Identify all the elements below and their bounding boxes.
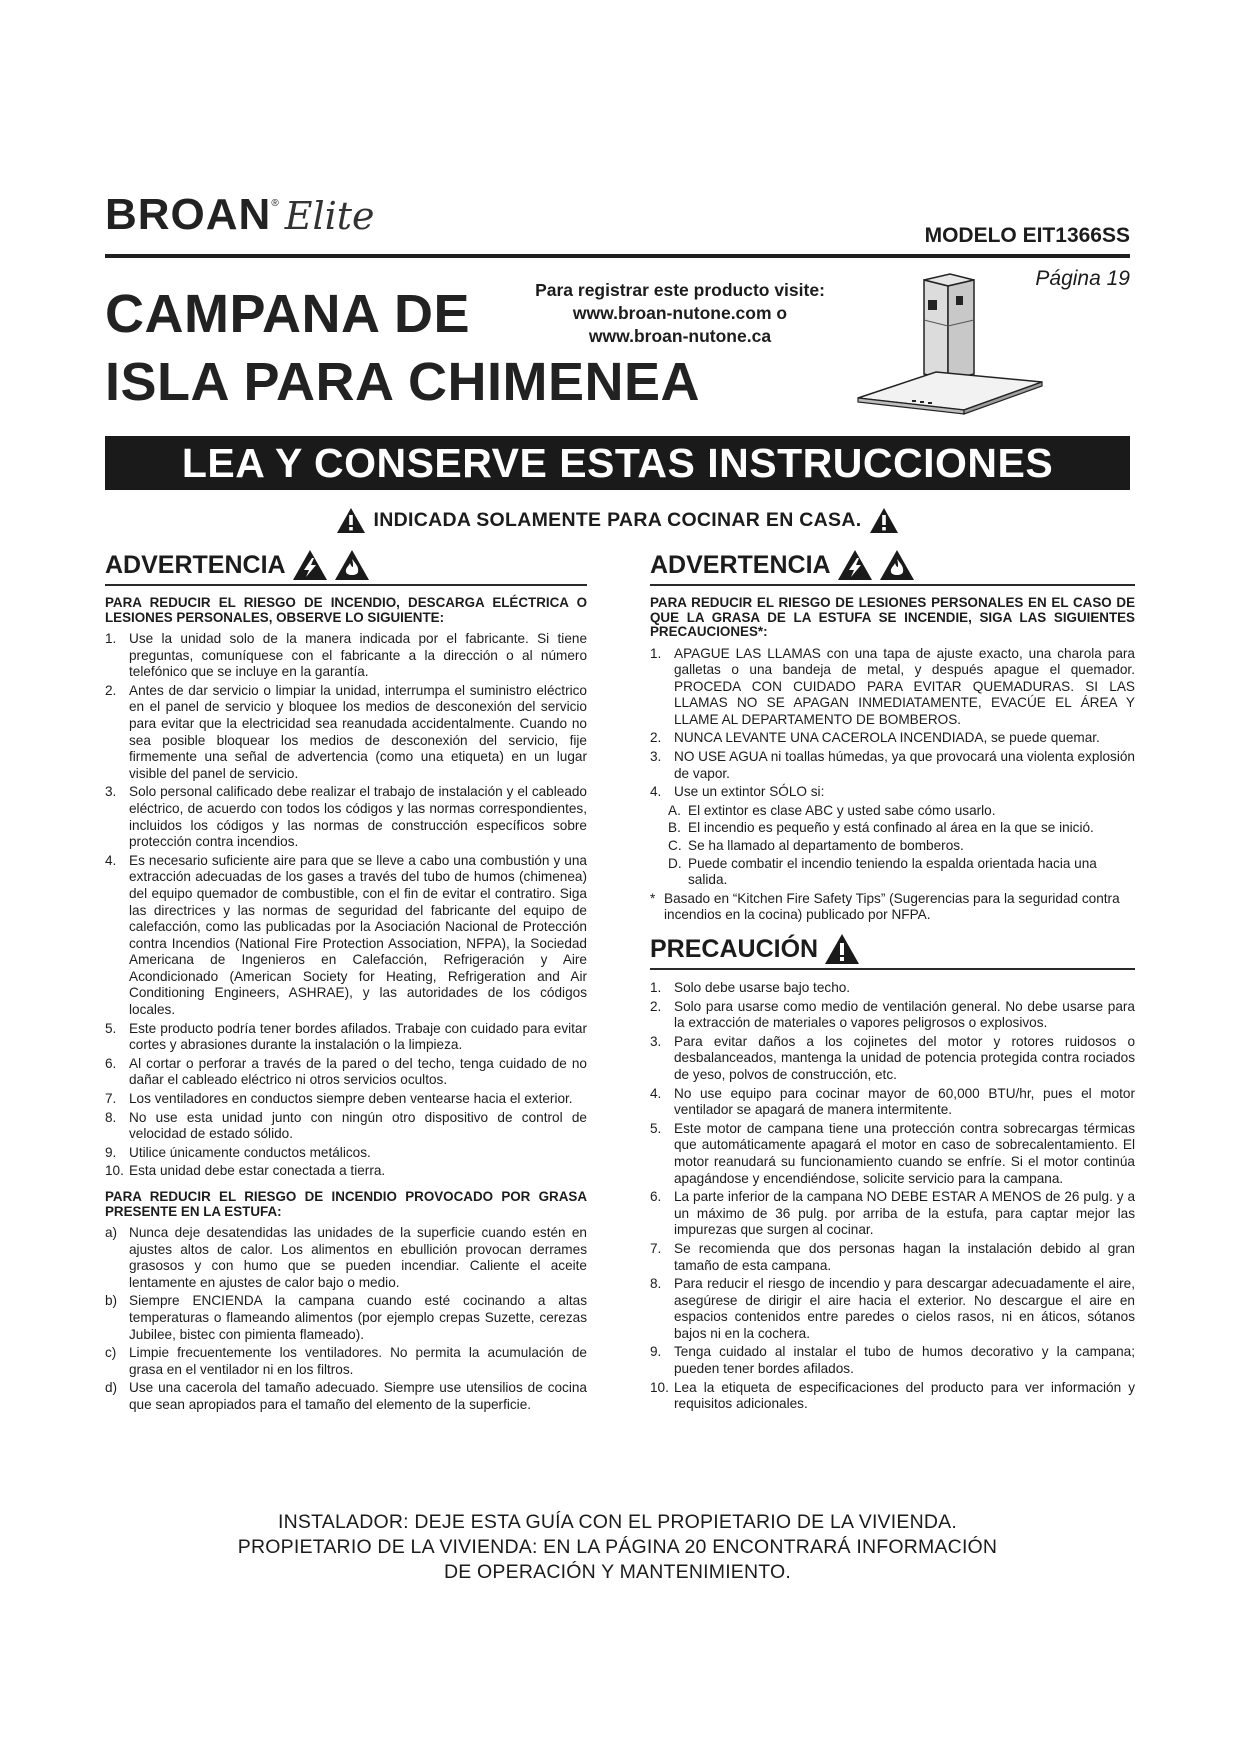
register-url-2: www.broan-nutone.ca [588,326,772,346]
title-line-1: CAMPANA DE [105,284,470,344]
section-rule [650,968,1135,970]
list-item: 9. Tenga cuidado al instalar el tubo de humos decorativo y la campana; pueden tener bordes afilados. [650,1344,1135,1377]
warning-triangle-icon [869,507,899,534]
sub-list-item: C. Se ha llamado al departamento de bomberos. [668,838,964,854]
brand-name: BROAN [105,190,272,239]
model-number: MODELO EIT1366SS [924,224,1130,247]
footer-line-2: PROPIETARIO DE LA VIVIENDA: EN LA PÁGINA 20 ENCONTRARÁ INFORMACIÓN [237,1536,998,1558]
list-item: 8. No use esta unidad junto con ningún otro dispositivo de control de velocidad de estado sólido. [105,1109,587,1142]
list-item: 5. Este producto podría tener bordes afilados. Trabaje con cuidado para evitar cortes y abrasiones durante la instalación o la limpieza. [105,1020,587,1053]
list-item: 10. Lea la etiqueta de especificaciones del producto para ver información y requisitos adicionales. [650,1379,1135,1412]
list-item: 6. Al cortar o perforar a través de la pared o del techo, tenga cuidado de no dañar el cableado eléctrico ni otros servicios ocultos. [105,1055,587,1088]
nfpa-footnote: * Basado en “Kitchen Fire Safety Tips” (Sugerencias para la seguridad contra incendios en la cocina) publicado por NFPA. [650,890,1120,923]
register-info [520,279,840,348]
grease-fire-precautions-intro: PARA REDUCIR EL RIESGO DE LESIONES PERSONALES EN EL CASO DE QUE LA GRASA DE LA ESTUFA SE INCENDIE, SIGA LAS SIGUIENTES PRECAUCIONES*: [650,595,1135,639]
electric-shock-icon [837,549,873,581]
household-use-notice [105,502,1130,538]
list-item: d) Use una cacerola del tamaño adecuado. Siempre use utensilios de cocina que sean apropiados para el tamaño del elemento de la superficie. [105,1380,587,1412]
list-item: b) Siempre ENCIENDA la campana cuando esté cocinando a altas temperaturas o flameando alimentos (por ejemplo crepas Suzette, cerezas Jubilee, bistec con pimienta flameado). [105,1293,587,1342]
section-rule [105,584,587,586]
list-item: 4. Es necesario suficiente aire para que se lleve a cabo una combustión y una extracción adecuadas de los gases a través del tubo de humos (chimenea) del equipo quemador de combustible, con el fin de evitar el contratiro. Siga las directrices y las normas de seguridad del fabricante del equipo de calefacción, como las publicadas por la Asociación Nacional de Protección contra Incendios (National Fire Protection Association, NFPA), la Sociedad Americana de Ingenieros en Calefacción, Refrigeración y Aire Acondicionado (American Society for Heating, Refrigeration and Air Conditioning Engineers, ASHRAE), y las autoridades de los códigos locales. [105,852,587,1018]
read-and-save-banner: LEA Y CONSERVE ESTAS INSTRUCCIONES [105,436,1130,490]
list-item: 3. NO USE AGUA ni toallas húmedas, ya que provocará una violenta explosión de vapor. [650,749,1135,781]
list-item: c) Limpie frecuentemente los ventiladores. No permita la acumulación de grasa en el ventilador ni en los filtros. [105,1345,587,1377]
warning-heading [650,548,1135,582]
left-column [105,548,587,1416]
list-item: 2. Solo para usarse como medio de ventilación general. No debe usarse para la extracción de materiales o vapores peligrosos o explosivos. [650,998,1135,1031]
list-item: 8. Para reducir el riesgo de incendio y para descargar adecuadamente el aire, asegúrese de dirigir el aire hacia el exterior. No descargue el aire en espacios contenidos entre paredes o cielos rasos, ni en áticos, sótanos bajos ni en la cochera. [650,1276,1135,1341]
list-item: 3. Para evitar daños a los cojinetes del motor y rotores ruidosos o desbalanceados, mantenga la unidad de potencia protegida contra rociados de yeso, polvos de construcción, etc. [650,1033,1135,1082]
household-use-text: INDICADA SOLAMENTE PARA COCINAR EN CASA. [373,509,862,531]
list-item: 2. NUNCA LEVANTE UNA CACEROLA INCENDIADA, se puede quemar. [650,730,1100,746]
warning-intro: PARA REDUCIR EL RIESGO DE INCENDIO, DESCARGA ELÉCTRICA O LESIONES PERSONALES, OBSERVE LO SIGUIENTE: [105,595,587,625]
list-item: 7. Los ventiladores en conductos siempre deben ventearse hacia el exterior. [105,1091,573,1107]
register-line-1: Para registrar este producto visite: [535,280,825,300]
warning-triangle-icon [824,933,860,965]
footer-line-3: DE OPERACIÓN Y MANTENIMIENTO. [443,1561,792,1583]
sub-list-item: A. El extintor es clase ABC y usted sabe cómo usarlo. [668,802,996,818]
header-rule [105,254,1130,258]
brand-registered-mark: ® [271,198,279,209]
installer-footer [105,1510,1130,1585]
list-item: 1. APAGUE LAS LLAMAS con una tapa de ajuste exacto, una charola para galletas o una bandeja de metal, y después apague el quemador. PROCEDA CON CUIDADO PARA EVITAR QUEMADURAS. SI LAS LLAMAS NO SE APAGAN INMEDIATAMENTE, EVACÚE EL ÁREA Y LLAME AL DEPARTAMENTO DE BOMBEROS. [650,645,1135,727]
register-url-1: www.broan-nutone.com o [572,303,788,323]
sub-list-item: B. El incendio es pequeño y está confinado al área en la que se inició. [668,820,1094,836]
list-item: 3. Solo personal calificado debe realizar el trabajo de instalación y el cableado eléctrico, de acuerdo con todos los códigos y las normas correspondientes, incluidos los códigos y las normas de construcción específicos sobre protección contra incendios. [105,784,587,850]
warning-heading-text: ADVERTENCIA [650,551,831,579]
list-item: 4. Use un extintor SÓLO si: [650,784,825,800]
list-item: 1. Solo debe usarse bajo techo. [650,980,851,995]
page-number: Página 19 [1035,267,1130,290]
section-rule [650,584,1135,586]
list-item: 2. Antes de dar servicio o limpiar la unidad, interrumpa el suministro eléctrico en el panel de servicio y bloquee los medios de desconexión del servicio para evitar que la electricidad sea reanudada accidentalmente. Cuando no sea posible bloquear los medios de desconexión del servicio, fije firmemente una señal de advertencia (como una etiqueta) en un lugar visible del panel de servicio. [105,682,587,781]
footer-line-1: INSTALADOR: DEJE ESTA GUÍA CON EL PROPIETARIO DE LA VIVIENDA. [278,1511,957,1533]
grease-fire-intro: PARA REDUCIR EL RIESGO DE INCENDIO PROVOCADO POR GRASA PRESENTE EN LA ESTUFA: [105,1189,587,1219]
range-hood-illustration [852,270,1052,420]
fire-icon [879,549,915,581]
caution-heading-text: PRECAUCIÓN [650,935,819,963]
right-column [650,548,1135,1415]
sub-list-item: D. Puede combatir el incendio teniendo la espalda orientada hacia una salida. [668,855,1097,888]
list-item: a) Nunca deje desatendidas las unidades de la superficie cuando estén en ajustes altos de calor. Los alimentos en ebullición provocan derrames grasosos y con humo que se pueden incendiar. Caliente el aceite lentamente en ajustes de calor bajo o medio. [105,1225,587,1290]
title-line-2: ISLA PARA CHIMENEA [105,352,701,412]
warning-triangle-icon [336,507,366,534]
list-item: 7. Se recomienda que dos personas hagan la instalación debido al gran tamaño de esta campana. [650,1240,1135,1273]
warning-heading-text: ADVERTENCIA [105,551,286,579]
electric-shock-icon [292,549,328,581]
list-item: 1. Use la unidad solo de la manera indicada por el fabricante. Si tiene preguntas, comuníquese con el fabricante a la dirección o al número telefónico que se incluye en la garantía. [105,631,587,680]
brand-logo [105,190,425,240]
fire-icon [334,549,370,581]
list-item: 5. Este motor de campana tiene una protección contra sobrecargas térmicas que automáticamente apagará el motor en caso de sobrecalentamiento. El motor reanudará su funcionamiento cuando se enfríe. Si el motor continúa apagándose y encendiéndose, solicite servicio para la campana. [650,1120,1135,1186]
list-item: 4. No use equipo para cocinar mayor de 60,000 BTU/hr, pues el motor ventilador se apagará de manera intermitente. [650,1085,1135,1118]
list-item: 6. La parte inferior de la campana NO DEBE ESTAR A MENOS de 26 pulg. y a un máximo de 36 pulg. por arriba de la estufa, para captar mejor las impurezas que surgen al cocinar. [650,1189,1135,1238]
warning-heading [105,548,587,582]
caution-heading [650,932,1135,966]
list-item: 10. Esta unidad debe estar conectada a tierra. [105,1163,386,1179]
brand-sub-name: Elite [284,194,375,238]
list-item: 9. Utilice únicamente conductos metálicos. [105,1144,371,1160]
